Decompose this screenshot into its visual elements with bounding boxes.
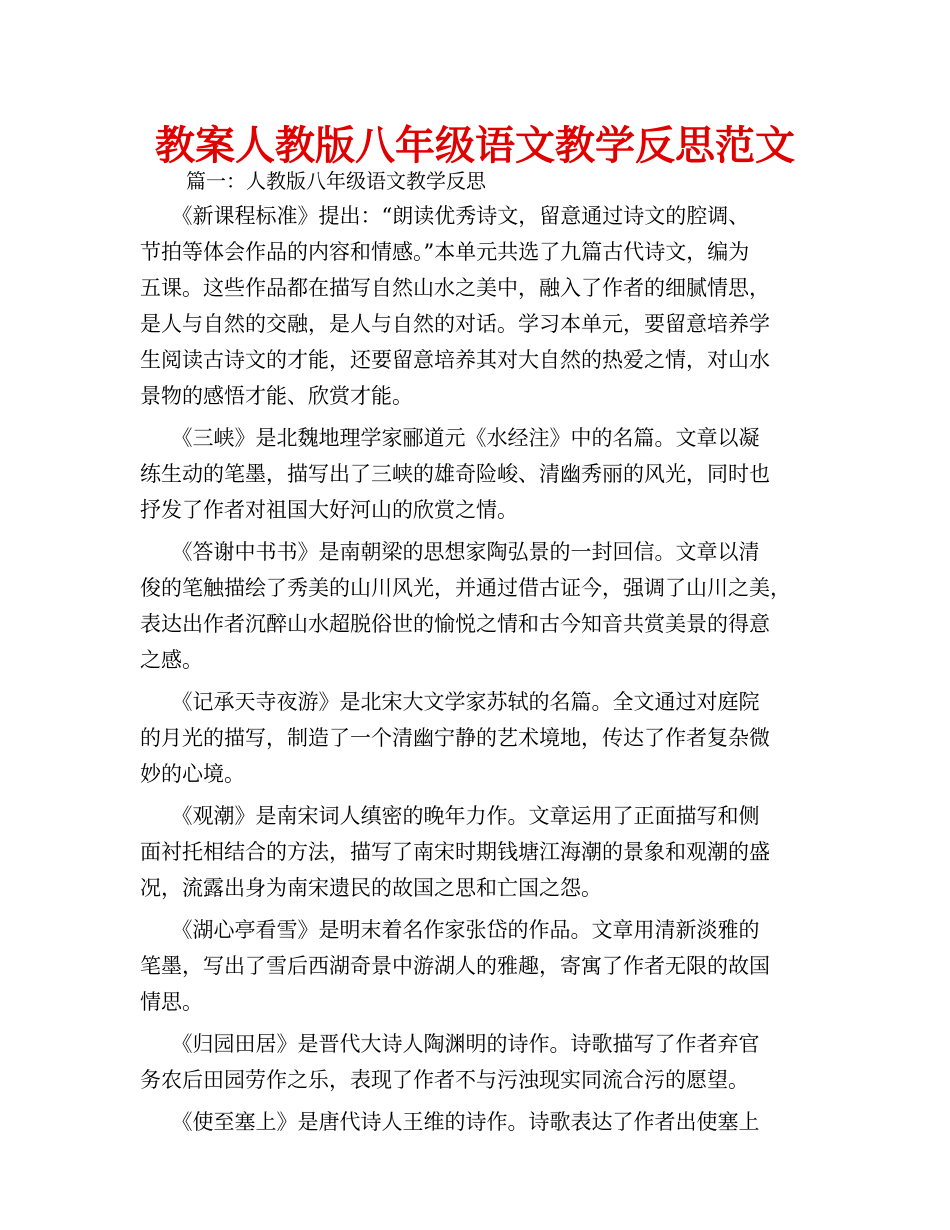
- text-line: 况，流露出身为南宋遗民的故国之思和亡国之怨。: [140, 876, 602, 900]
- text-line: 五课。这些作品都在描写自然山水之美中，融入了作者的细腻情思，: [140, 276, 770, 300]
- document-title: 教案人教版八年级语文教学反思范文: [155, 123, 795, 169]
- text-line: 妙的心境。: [140, 762, 245, 786]
- text-line: 笔墨，写出了雪后西湖奇景中游湖人的雅趣，寄寓了作者无限的故国: [140, 954, 770, 978]
- document-body: [140, 198, 816, 1140]
- text-line: 《湖心亭看雪》是明末着名作家张岱的作品。文章用清新淡雅的: [140, 918, 760, 942]
- section-heading: 篇一：人教版八年级语文教学反思: [186, 169, 486, 193]
- paragraph: [140, 420, 816, 528]
- text-line: 《观潮》是南宋词人缜密的晚年力作。文章运用了正面描写和侧: [140, 804, 760, 828]
- text-line: 《新课程标准》提出：“朗读优秀诗文，留意通过诗文的腔调、: [140, 204, 750, 228]
- text-line: 俊的笔触描绘了秀美的山川风光，并通过借古证今，强调了山川之美，: [140, 576, 791, 600]
- text-line: 景物的感悟才能、欣赏才能。: [140, 384, 413, 408]
- text-line: 节拍等体会作品的内容和情感。”本单元共选了九篇古代诗文，编为: [140, 240, 750, 264]
- text-line: 表达出作者沉醉山水超脱俗世的愉悦之情和古今知音共赏美景的得意: [140, 612, 770, 636]
- paragraph: [140, 684, 816, 792]
- paragraph: [140, 798, 816, 906]
- text-line: 练生动的笔墨，描写出了三峡的雄奇险峻、清幽秀丽的风光，同时也: [140, 462, 770, 486]
- paragraph: [140, 198, 816, 414]
- paragraph: [140, 534, 816, 678]
- text-line: 面衬托相结合的方法，描写了南宋时期钱塘江海潮的景象和观潮的盛: [140, 840, 770, 864]
- text-line: 之感。: [140, 648, 203, 672]
- text-line: 情思。: [140, 990, 203, 1014]
- text-line: 抒发了作者对祖国大好河山的欣赏之情。: [140, 498, 518, 522]
- paragraph: [140, 1026, 816, 1098]
- text-line: 《归园田居》是晋代大诗人陶渊明的诗作。诗歌描写了作者弃官: [140, 1032, 760, 1056]
- text-line: 《使至塞上》是唐代诗人王维的诗作。诗歌表达了作者出使塞上: [140, 1110, 760, 1134]
- text-line: 的月光的描写，制造了一个清幽宁静的艺术境地，传达了作者复杂微: [140, 726, 770, 750]
- text-line: 《答谢中书书》是南朝梁的思想家陶弘景的一封回信。文章以清: [140, 540, 760, 564]
- text-line: 《记承天寺夜游》是北宋大文学家苏轼的名篇。全文通过对庭院: [140, 690, 760, 714]
- text-line: 生阅读古诗文的才能，还要留意培养其对大自然的热爱之情，对山水: [140, 348, 770, 372]
- paragraph: [140, 912, 816, 1020]
- text-line: 是人与自然的交融，是人与自然的对话。学习本单元，要留意培养学: [140, 312, 770, 336]
- text-line: 务农后田园劳作之乐，表现了作者不与污浊现实同流合污的愿望。: [140, 1068, 749, 1092]
- text-line: 《三峡》是北魏地理学家郦道元《水经注》中的名篇。文章以凝: [140, 426, 760, 450]
- paragraph: [140, 1104, 816, 1140]
